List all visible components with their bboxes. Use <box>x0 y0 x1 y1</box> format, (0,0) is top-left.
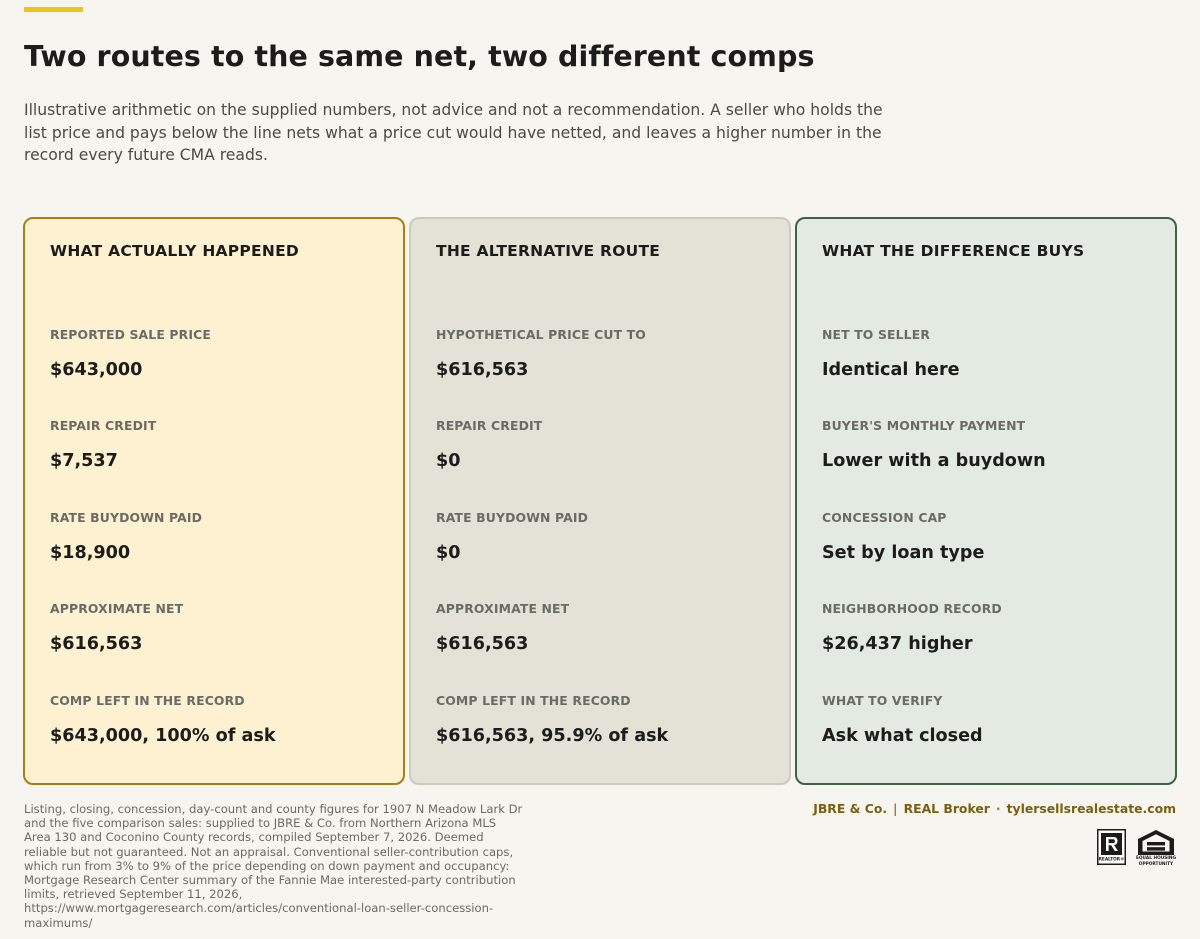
field-value: $643,000 <box>50 360 143 380</box>
field-approximate-net <box>436 601 569 654</box>
field-label: RATE BUYDOWN PAID <box>436 510 589 525</box>
field-value: $616,563 <box>436 360 529 380</box>
field-value: Lower with a buydown <box>822 451 1046 471</box>
realtor-logo-icon <box>1097 829 1126 865</box>
field-repair-credit <box>50 418 156 471</box>
field-value: $616,563 <box>50 634 143 654</box>
field-label: CONCESSION CAP <box>822 510 947 525</box>
source-note: Listing, closing, concession, day-count and county figures for 1907 N Meadow Lark Dr and the five comparison sales: supplied to JBRE & Co. from Northern Arizona MLS Area 130 and Coconino County records, compiled September 7, 2026. Deemed reliable but not guaranteed. Not an appraisal. Conventional seller-contribution caps, which run from 3% to 9% of the price depending on down payment and occupancy: Mortgage Research Center summary of the Fannie Mae interested-party contribution limits, retrieved September 11, 2026, https://www.mortgageresearch.com/articles/conventional-loan-seller-concession-maximums/ <box>24 802 523 930</box>
equal-housing-icon <box>1136 829 1176 856</box>
compliance-logos <box>1097 829 1176 867</box>
field-label: NET TO SELLER <box>822 327 931 342</box>
field-value: Set by loan type <box>822 543 985 563</box>
card-what-the-difference-buys <box>795 217 1177 785</box>
field-label: APPROXIMATE NET <box>436 601 570 616</box>
field-buyer-monthly-payment <box>822 418 1046 471</box>
field-reported-sale-price <box>50 327 211 380</box>
brand-website: tylersellsrealestate.com <box>1006 801 1176 816</box>
brand-brokerage: REAL Broker <box>903 801 990 816</box>
field-label: APPROXIMATE NET <box>50 601 184 616</box>
field-what-to-verify <box>822 693 983 746</box>
field-label: WHAT TO VERIFY <box>822 693 943 708</box>
intro-paragraph: Illustrative arithmetic on the supplied numbers, not advice and not a recommendation. A seller who holds the list price and pays below the line nets what a price cut would have netted, and leaves a higher number in the record every future CMA reads. <box>24 101 883 164</box>
card-title: THE ALTERNATIVE ROUTE <box>436 242 661 260</box>
field-label: REPAIR CREDIT <box>50 418 157 433</box>
field-label: HYPOTHETICAL PRICE CUT TO <box>436 327 646 342</box>
field-value: $616,563, 95.9% of ask <box>436 726 669 746</box>
brand-line <box>813 801 1176 816</box>
field-label: BUYER'S MONTHLY PAYMENT <box>822 418 1026 433</box>
accent-bar <box>24 7 83 12</box>
realtor-logo-text: REALTOR® <box>1098 857 1125 863</box>
field-value: $7,537 <box>50 451 118 471</box>
field-value: $616,563 <box>436 634 529 654</box>
field-net-to-seller <box>822 327 960 380</box>
field-label: NEIGHBORHOOD RECORD <box>822 601 1002 616</box>
card-alternative-route <box>409 217 791 785</box>
field-comp-left-in-record <box>436 693 668 746</box>
page-title: Two routes to the same net, two different comps <box>24 40 815 73</box>
brand-company: JBRE & Co. <box>813 801 888 816</box>
card-title: WHAT THE DIFFERENCE BUYS <box>822 242 1085 260</box>
field-label: REPAIR CREDIT <box>436 418 543 433</box>
field-hypothetical-price-cut <box>436 327 646 380</box>
field-neighborhood-record <box>822 601 1002 654</box>
field-label: RATE BUYDOWN PAID <box>50 510 203 525</box>
field-value: Identical here <box>822 360 960 380</box>
field-label: COMP LEFT IN THE RECORD <box>50 693 245 708</box>
field-repair-credit <box>436 418 542 471</box>
field-rate-buydown-paid <box>50 510 202 563</box>
equal-housing-logo <box>1136 829 1176 867</box>
field-value: $0 <box>436 543 461 563</box>
field-label: COMP LEFT IN THE RECORD <box>436 693 631 708</box>
card-what-actually-happened <box>23 217 405 785</box>
field-value: $643,000, 100% of ask <box>50 726 276 746</box>
field-approximate-net <box>50 601 183 654</box>
field-concession-cap <box>822 510 984 563</box>
field-rate-buydown-paid <box>436 510 588 563</box>
field-comp-left-in-record <box>50 693 276 746</box>
field-value: $18,900 <box>50 543 131 563</box>
field-label: REPORTED SALE PRICE <box>50 327 211 342</box>
card-title: WHAT ACTUALLY HAPPENED <box>50 242 300 260</box>
equal-housing-line2: OPPORTUNITY <box>1138 861 1174 867</box>
equal-housing-line1: EQUAL HOUSING <box>1135 856 1177 861</box>
field-value: $26,437 higher <box>822 634 973 654</box>
brand-dot: · <box>995 801 1001 816</box>
field-value: Ask what closed <box>822 726 983 746</box>
brand-divider: | <box>893 801 898 816</box>
field-value: $0 <box>436 451 461 471</box>
